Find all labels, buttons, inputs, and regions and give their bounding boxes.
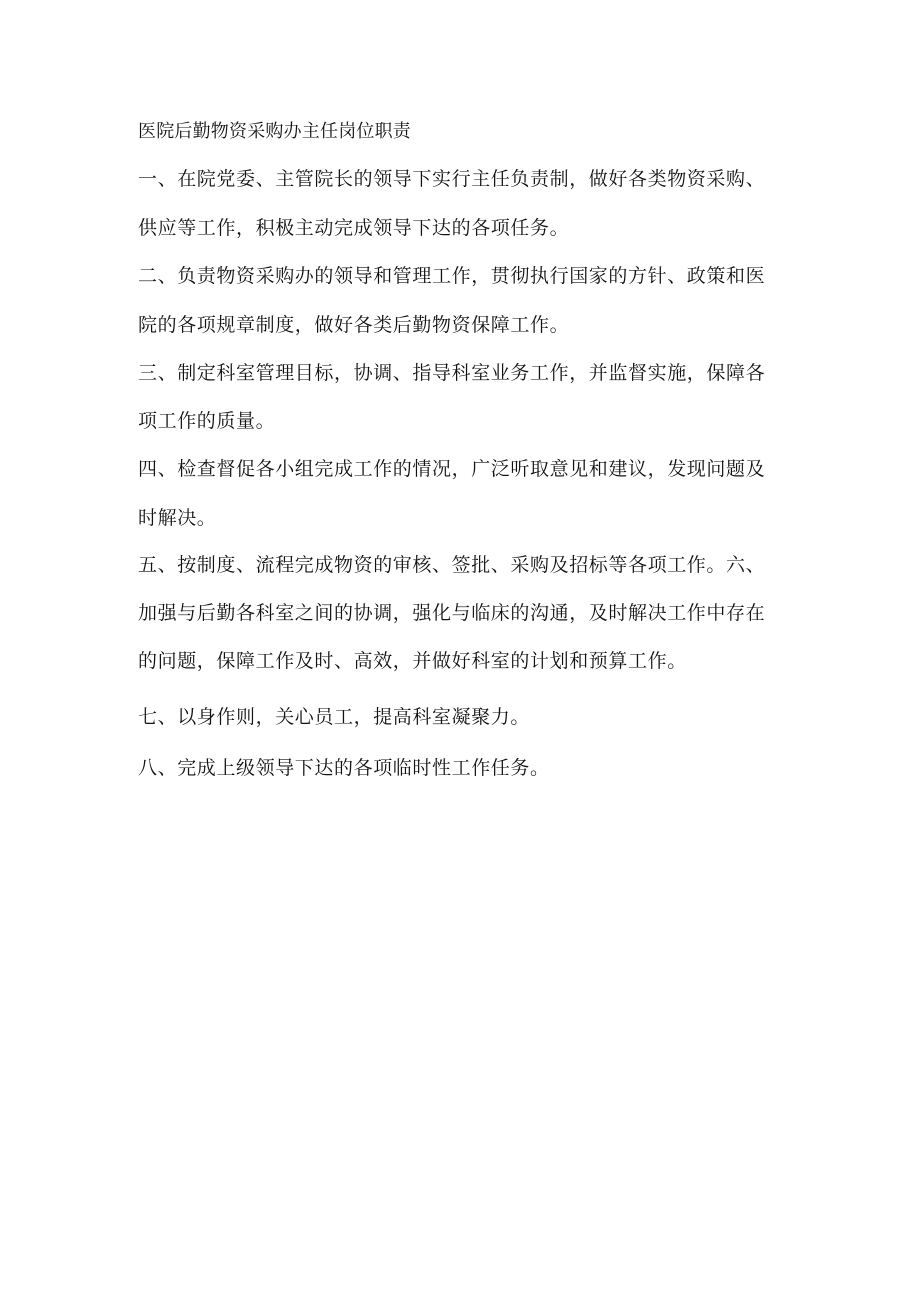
document-title: 医院后勤物资采购办主任岗位职责 <box>138 121 411 142</box>
text-line: 三、制定科室管理目标，协调、指导科室业务工作，并监督实施，保障各 <box>138 362 766 384</box>
text-line: 的问题，保障工作及时、高效，并做好科室的计划和预算工作。 <box>138 650 687 672</box>
text-line: 院的各项规章制度，做好各类后勤物资保障工作。 <box>138 314 570 336</box>
text-line: 二、负责物资采购办的领导和管理工作，贯彻执行国家的方针、政策和医 <box>138 265 766 287</box>
text-line: 五、按制度、流程完成物资的审核、签批、采购及招标等各项工作。六、 <box>138 554 766 576</box>
text-line: 时解决。 <box>138 507 217 529</box>
text-line: 八、完成上级领导下达的各项临时性工作任务。 <box>138 757 550 779</box>
text-line: 七、以身作则，关心员工，提高科室凝聚力。 <box>138 706 531 728</box>
text-line: 项工作的质量。 <box>138 410 276 432</box>
text-line: 加强与后勤各科室之间的协调，强化与临床的沟通，及时解决工作中存在 <box>138 602 766 624</box>
text-line: 供应等工作，积极主动完成领导下达的各项任务。 <box>138 217 570 239</box>
text-line: 四、检查督促各小组完成工作的情况，广泛听取意见和建议，发现问题及 <box>138 458 766 480</box>
text-line: 一、在院党委、主管院长的领导下实行主任负责制，做好各类物资采购、 <box>138 168 766 190</box>
